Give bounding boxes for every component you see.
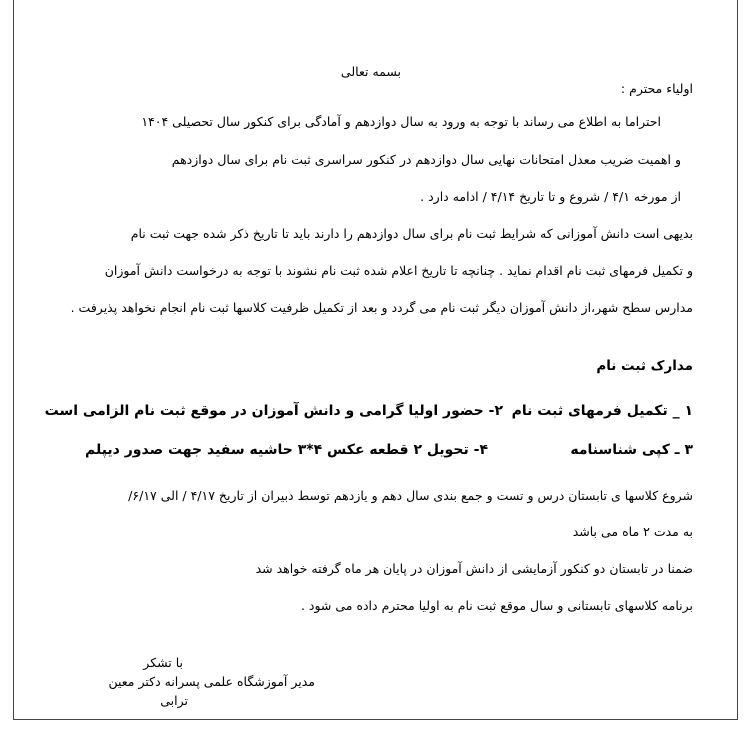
intro-line-2: و اهمیت ضریب معدل امتحانات نهایی سال دوازدهم در کنکور سراسری ثبت نام برای سال دوازدهم <box>171 152 681 167</box>
intro-line-6: مدارس سطح شهر،از دانش آموزان دیگر ثبت نام می گردد و بعد از تکمیل ظرفیت کلاسها ثبت نام انجام نخواهد پذیرفت . <box>70 300 693 315</box>
summer-line-1: شروع کلاسها ی تابستان درس و تست و جمع بندی سال دهم و یازدهم توسط دبیران از تاریخ ۴/۱۷ / الی ۶/۱۷/ <box>128 488 693 503</box>
summer-line-2: به مدت ۲ ماه می باشد <box>572 524 693 539</box>
intro-line-1: احتراما به اطلاع می رساند با توجه به ورود به سال دوازدهم و آمادگی برای کنکور سال تحصیلی ۱۴۰۴ <box>141 114 661 129</box>
signature-title: مدیر آموزشگاه علمی پسرانه دکتر معین <box>108 674 315 689</box>
salutation: اولیاء محترم : <box>620 81 693 96</box>
signature-thanks: با تشکر <box>143 655 183 670</box>
documents-item-4: ۴- تحویل ۲ قطعه عکس ۴*۳ حاشیه سفید جهت صدور دیپلم <box>85 442 488 458</box>
documents-heading: مدارک ثبت نام <box>596 358 693 374</box>
basmala: بسمه تعالی <box>340 64 401 79</box>
intro-line-4: بدیهی است دانش آموزانی که شرایط ثبت نام برای سال دوازدهم را دارند باید تا تاریخ ذکر شده جهت ثبت نام <box>130 226 693 241</box>
signature-name: ترابی <box>160 693 188 708</box>
intro-line-5: و تکمیل فرمهای ثبت نام اقدام نماید . چنانچه تا تاریخ اعلام شده ثبت نام نشوند با توجه به درخواست دانش آموزان <box>104 263 693 278</box>
documents-item-2: ۲- حضور اولیا گرامی و دانش آموزان در موقع ثبت نام الزامی است <box>44 403 503 419</box>
documents-item-3: ۳ ـ کپی شناسنامه <box>570 442 693 458</box>
documents-item-1: ۱ _ تکمیل فرمهای ثبت نام <box>511 403 693 419</box>
intro-line-3: از مورخه ۴/۱ / شروع و تا تاریخ ۴/۱۴ / ادامه دارد . <box>420 189 681 204</box>
summer-line-4: برنامه کلاسهای تابستانی و سال موقع ثبت نام به اولیا محترم داده می شود . <box>300 598 693 613</box>
summer-line-3: ضمنا در تابستان دو کنکور آزمایشی از دانش آموزان در پایان هر ماه گرفته خواهد شد <box>255 561 693 576</box>
